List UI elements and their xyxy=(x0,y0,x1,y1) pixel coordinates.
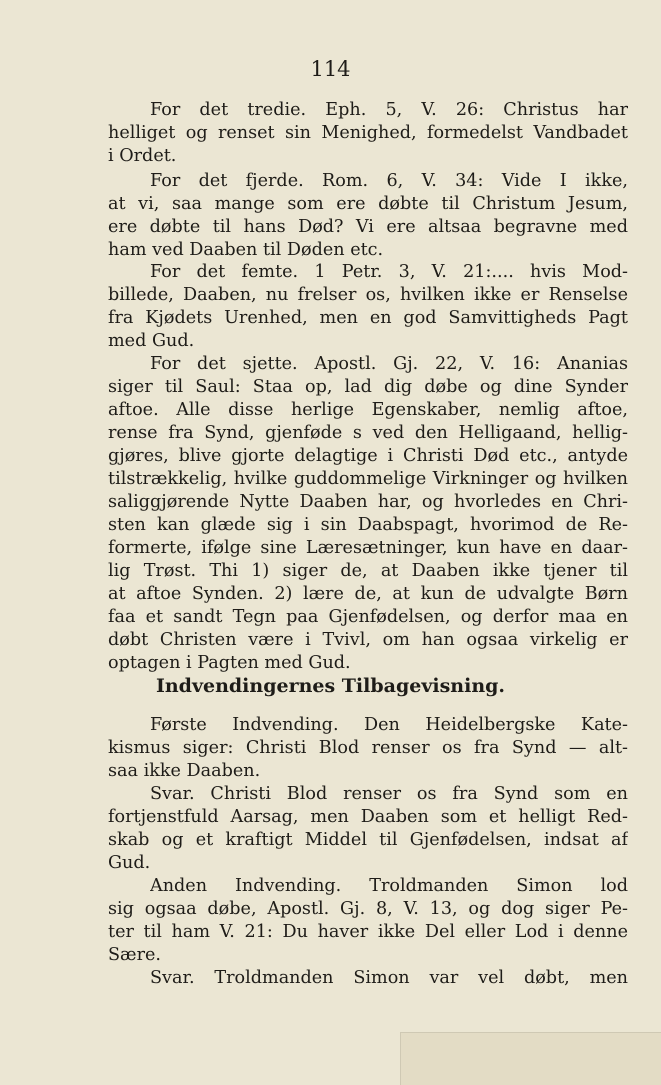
text-line: formerte, ifølge sine Læresætninger, kun have en daar- xyxy=(108,538,628,558)
text-line: For det sjette. Apostl. Gj. 22, V. 16: Ananias xyxy=(150,354,628,374)
text-line: tilstrækkelig, hvilke guddommelige Virkninger og hvilken xyxy=(108,469,628,489)
text-line: Svar. Christi Blod renser os fra Synd som en xyxy=(150,784,628,804)
text-line: Første Indvending. Den Heidelbergske Kate- xyxy=(150,715,628,735)
text-line: gjøres, blive gjorte delagtige i Christi Død etc., antyde xyxy=(108,446,628,466)
text-line: at aftoe Synden. 2) lære de, at kun de udvalgte Børn xyxy=(108,584,628,604)
text-line: ere døbte til hans Død? Vi ere altsaa begravne med xyxy=(108,217,628,237)
text-line: fortjenstfuld Aarsag, men Daaben som et helligt Red- xyxy=(108,807,628,827)
text-line: saliggjørende Nytte Daaben har, og hvorledes en Chri- xyxy=(108,492,628,512)
text-line: Anden Indvending. Troldmanden Simon lod xyxy=(150,876,628,896)
text-line: i Ordet. xyxy=(108,146,177,166)
text-line: saa ikke Daaben. xyxy=(108,761,261,781)
text-line: aftoe. Alle disse herlige Egenskaber, nemlig aftoe, xyxy=(108,400,628,420)
text-line: faa et sandt Tegn paa Gjenfødelsen, og derfor maa en xyxy=(108,607,628,627)
text-line: kismus siger: Christi Blod renser os fra Synd — alt- xyxy=(108,738,628,758)
text-line: at vi, saa mange som ere døbte til Christum Jesum, xyxy=(108,194,628,214)
text-line: døbt Christen være i Tvivl, om han ogsaa virkelig er xyxy=(108,630,628,650)
text-line: siger til Saul: Staa op, lad dig døbe og dine Synder xyxy=(108,377,628,397)
text-line: fra Kjødets Urenhed, men en god Samvittigheds Pagt xyxy=(108,308,628,328)
text-line: med Gud. xyxy=(108,331,195,351)
text-line: Sære. xyxy=(108,945,162,965)
page-edge-tab xyxy=(400,1032,661,1085)
text-line: rense fra Synd, gjenføde s ved den Helligaand, hellig- xyxy=(108,423,628,443)
text-line: For det femte. 1 Petr. 3, V. 21:.... hvis Mod- xyxy=(150,262,628,282)
text-line: For det tredie. Eph. 5, V. 26: Christus har xyxy=(150,100,628,120)
text-line: sig ogsaa døbe, Apostl. Gj. 8, V. 13, og dog siger Pe- xyxy=(108,899,628,919)
text-line: ham ved Daaben til Døden etc. xyxy=(108,240,384,260)
text-line: lig Trøst. Thi 1) siger de, at Daaben ikke tjener til xyxy=(108,561,628,581)
text-line: billede, Daaben, nu frelser os, hvilken ikke er Renselse xyxy=(108,285,628,305)
text-line: sten kan glæde sig i sin Daabspagt, hvorimod de Re- xyxy=(108,515,628,535)
text-line: For det fjerde. Rom. 6, V. 34: Vide I ikke, xyxy=(150,171,628,191)
page-number: 114 xyxy=(310,57,351,81)
text-line: helliget og renset sin Menighed, formedelst Vandbadet xyxy=(108,123,628,143)
text-line: skab og et kraftigt Middel til Gjenfødelsen, indsat af xyxy=(108,830,628,850)
text-line: ter til ham V. 21: Du haver ikke Del eller Lod i denne xyxy=(108,922,628,942)
text-line: optagen i Pagten med Gud. xyxy=(108,653,351,673)
section-heading: Indvendingernes Tilbagevisning. xyxy=(155,675,506,697)
text-line: Gud. xyxy=(108,853,151,873)
text-line: Svar. Troldmanden Simon var vel døbt, men xyxy=(150,968,628,988)
